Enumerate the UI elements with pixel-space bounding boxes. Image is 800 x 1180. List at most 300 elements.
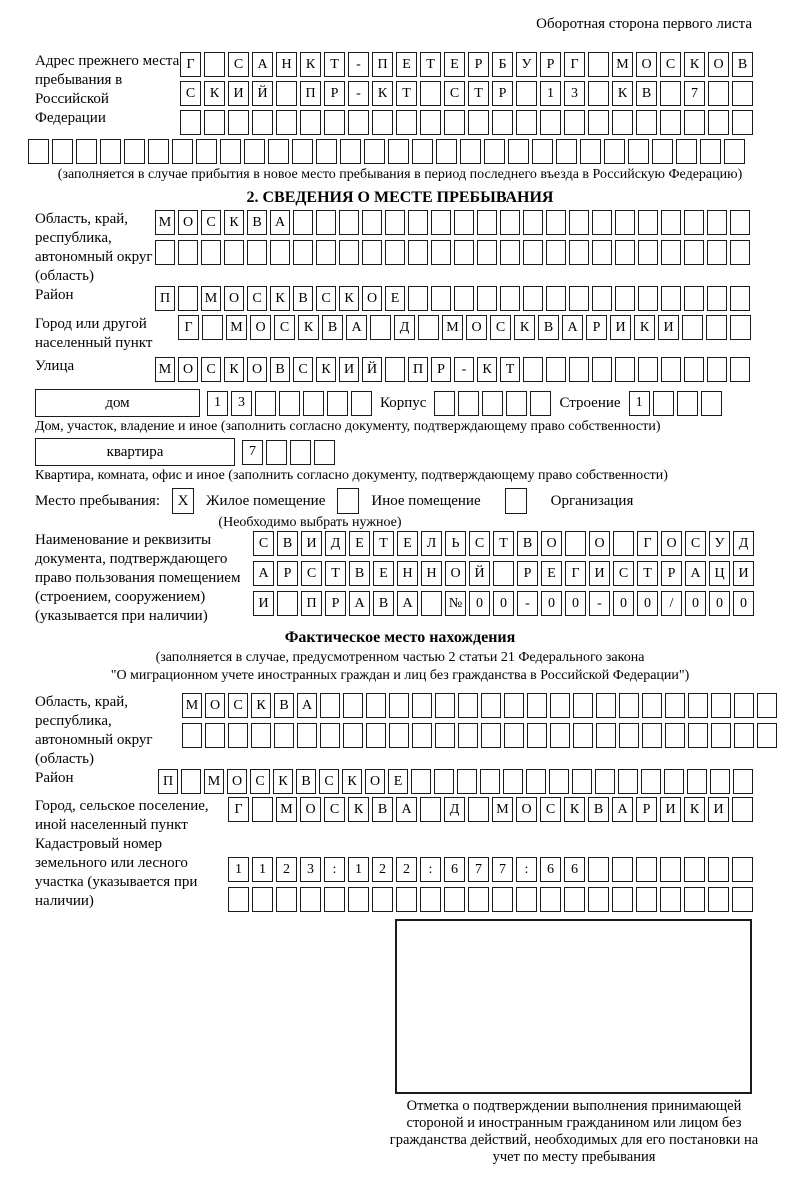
char-box [660, 887, 681, 912]
char-box [660, 857, 681, 882]
char-box [493, 561, 514, 586]
char-box: 2 [396, 857, 417, 882]
char-box: В [247, 210, 267, 235]
char-box [372, 887, 393, 912]
char-box [732, 81, 753, 106]
char-box: № [445, 591, 466, 616]
char-box [707, 210, 727, 235]
char-box [412, 693, 432, 718]
char-box [618, 769, 638, 794]
actual-district-field [0, 769, 800, 794]
char-box [711, 723, 731, 748]
char-box [516, 887, 537, 912]
char-box: В [372, 797, 393, 822]
char-box: 1 [252, 857, 273, 882]
char-box: С [201, 357, 221, 382]
char-box [444, 887, 465, 912]
char-box: И [228, 81, 249, 106]
char-box [460, 139, 481, 164]
char-box: В [538, 315, 559, 340]
char-box [588, 857, 609, 882]
char-box [300, 110, 321, 135]
char-box: С [469, 531, 490, 556]
char-box [420, 110, 441, 135]
char-box [676, 139, 697, 164]
char-box [339, 240, 359, 265]
char-box: 2 [372, 857, 393, 882]
char-box: Й [362, 357, 382, 382]
char-box [615, 210, 635, 235]
char-box [613, 531, 634, 556]
char-box [244, 139, 265, 164]
stay-type-note: (Необходимо выбрать нужное) [218, 515, 402, 530]
char-box: Т [324, 52, 345, 77]
char-box: К [342, 769, 362, 794]
char-box: К [634, 315, 655, 340]
char-box [454, 210, 474, 235]
char-box [468, 797, 489, 822]
char-box: К [316, 357, 336, 382]
char-box [52, 139, 73, 164]
char-box [480, 769, 500, 794]
char-box [573, 723, 593, 748]
page-side-note: Оборотная сторона первого листа [536, 16, 752, 32]
actual-district-label: Район [35, 770, 74, 786]
char-box [477, 240, 497, 265]
char-box [523, 240, 543, 265]
char-box [339, 210, 359, 235]
district-row [155, 286, 750, 311]
char-box: О [178, 357, 198, 382]
char-box: И [658, 315, 679, 340]
char-box [730, 315, 751, 340]
char-box [684, 357, 704, 382]
char-box [596, 723, 616, 748]
char-box: Е [396, 52, 417, 77]
stay-type-row [35, 488, 800, 514]
char-box [220, 139, 241, 164]
char-box [431, 210, 451, 235]
char-box: Т [468, 81, 489, 106]
char-box [523, 210, 543, 235]
char-box [76, 139, 97, 164]
char-box: К [612, 81, 633, 106]
char-box [516, 81, 537, 106]
char-box [408, 240, 428, 265]
char-box: 7 [684, 81, 705, 106]
char-box: С [293, 357, 313, 382]
char-box [569, 286, 589, 311]
char-box: Р [325, 591, 346, 616]
document-field [0, 531, 800, 626]
char-box: Т [396, 81, 417, 106]
char-box [612, 110, 633, 135]
char-box [734, 723, 754, 748]
char-box: К [477, 357, 497, 382]
char-box: Т [373, 531, 394, 556]
confirmation-stamp-box [395, 919, 752, 1094]
char-box: У [709, 531, 730, 556]
document-row-3 [253, 591, 754, 616]
char-box: П [155, 286, 175, 311]
char-box [636, 110, 657, 135]
char-box [204, 110, 225, 135]
char-box [434, 769, 454, 794]
char-box: С [201, 210, 221, 235]
char-box: 0 [613, 591, 634, 616]
char-box [677, 391, 698, 416]
char-box: И [610, 315, 631, 340]
region-field [0, 210, 800, 286]
char-box: С [444, 81, 465, 106]
char-box [733, 769, 753, 794]
char-box [314, 440, 335, 465]
char-box: К [298, 315, 319, 340]
char-box: М [201, 286, 221, 311]
cadastral-label: Кадастровый номер земельного или лесного участка (указывается при наличии) [35, 836, 198, 909]
prev-address-row-1 [180, 52, 753, 77]
char-box [411, 769, 431, 794]
char-box: Е [541, 561, 562, 586]
char-box [504, 693, 524, 718]
char-box [550, 723, 570, 748]
char-box [224, 240, 244, 265]
char-box [540, 887, 561, 912]
char-box [348, 110, 369, 135]
char-box [523, 286, 543, 311]
char-box [732, 797, 753, 822]
char-box: С [660, 52, 681, 77]
stay-option3-checkbox [505, 488, 527, 514]
char-box: А [346, 315, 367, 340]
char-box: С [540, 797, 561, 822]
char-box [682, 315, 703, 340]
char-box [431, 286, 451, 311]
char-box [710, 769, 730, 794]
actual-city-field [0, 797, 800, 835]
char-box [549, 769, 569, 794]
char-box [588, 52, 609, 77]
char-box [362, 210, 382, 235]
char-box [500, 286, 520, 311]
char-box [595, 769, 615, 794]
char-box [420, 797, 441, 822]
char-box: О [178, 210, 198, 235]
street-row [155, 357, 750, 382]
char-box: И [589, 561, 610, 586]
char-box [661, 286, 681, 311]
char-box [708, 857, 729, 882]
char-box: М [155, 357, 175, 382]
char-box: Е [388, 769, 408, 794]
char-box [546, 210, 566, 235]
char-box [546, 357, 566, 382]
char-box: А [612, 797, 633, 822]
char-box: С [316, 286, 336, 311]
char-box [28, 139, 49, 164]
actual-district-row [158, 769, 753, 794]
char-box: Т [637, 561, 658, 586]
char-box [503, 769, 523, 794]
char-box: А [270, 210, 290, 235]
char-box: Р [468, 52, 489, 77]
char-box: С [274, 315, 295, 340]
char-box [408, 210, 428, 235]
char-box: О [445, 561, 466, 586]
char-box [385, 210, 405, 235]
char-box [506, 391, 527, 416]
char-box [546, 286, 566, 311]
char-box [684, 210, 704, 235]
char-box: К [300, 52, 321, 77]
char-box: А [349, 591, 370, 616]
char-box [155, 240, 175, 265]
house-number-boxes [207, 391, 372, 416]
char-box [492, 110, 513, 135]
char-box [730, 286, 750, 311]
region-row-1 [155, 210, 750, 235]
char-box [588, 81, 609, 106]
actual-location-subtitle-1: (заполняется в случае, предусмотренном частью 2 статьи 21 Федерального закона [155, 650, 645, 665]
char-box: 1 [207, 391, 228, 416]
document-label: Наименование и реквизиты документа, подтверждающего право пользования помещением (строением, сооружением) (указывается при наличии) [35, 532, 241, 624]
char-box [619, 693, 639, 718]
prev-address-label: Адрес прежнего места пребывания в Российской Федерации [35, 53, 180, 126]
char-box: Р [431, 357, 451, 382]
char-box [385, 240, 405, 265]
char-box: В [732, 52, 753, 77]
char-box [100, 139, 121, 164]
char-box [615, 286, 635, 311]
char-box: 0 [493, 591, 514, 616]
char-box [421, 591, 442, 616]
char-box: Д [444, 797, 465, 822]
char-box: 6 [444, 857, 465, 882]
char-box: Е [397, 531, 418, 556]
char-box [180, 110, 201, 135]
char-box [292, 139, 313, 164]
char-box [664, 769, 684, 794]
char-box [707, 240, 727, 265]
char-box [711, 693, 731, 718]
char-box: / [661, 591, 682, 616]
char-box [431, 240, 451, 265]
char-box [661, 240, 681, 265]
char-box [324, 887, 345, 912]
char-box [396, 110, 417, 135]
char-box [757, 723, 777, 748]
char-box [270, 240, 290, 265]
char-box: Д [733, 531, 754, 556]
char-box [482, 391, 503, 416]
char-box: О [466, 315, 487, 340]
char-box [546, 240, 566, 265]
char-box [660, 110, 681, 135]
prev-address-row-4 [28, 139, 800, 164]
char-box [202, 315, 223, 340]
char-box [484, 139, 505, 164]
char-box: О [205, 693, 225, 718]
char-box [707, 286, 727, 311]
char-box [619, 723, 639, 748]
char-box: О [589, 531, 610, 556]
char-box: 1 [629, 391, 650, 416]
char-box: Г [180, 52, 201, 77]
char-box: Р [661, 561, 682, 586]
char-box: Р [517, 561, 538, 586]
char-box [276, 81, 297, 106]
char-box [530, 391, 551, 416]
char-box [178, 240, 198, 265]
char-box: К [270, 286, 290, 311]
char-box: Т [500, 357, 520, 382]
char-box [327, 391, 348, 416]
char-box: Н [397, 561, 418, 586]
char-box [343, 723, 363, 748]
char-box: П [372, 52, 393, 77]
char-box: А [253, 561, 274, 586]
char-box [612, 857, 633, 882]
char-box: В [296, 769, 316, 794]
actual-city-row [228, 797, 753, 822]
actual-city-label: Город, сельское поселение, иной населенный пункт [35, 798, 209, 833]
char-box [324, 110, 345, 135]
cadastral-field [0, 835, 800, 912]
char-box [730, 210, 750, 235]
char-box: - [454, 357, 474, 382]
char-box [492, 887, 513, 912]
char-box [316, 139, 337, 164]
char-box: Е [444, 52, 465, 77]
char-box [228, 110, 249, 135]
char-box [500, 210, 520, 235]
char-box: В [349, 561, 370, 586]
char-box: М [155, 210, 175, 235]
char-box [592, 240, 612, 265]
char-box: О [708, 52, 729, 77]
char-box [277, 591, 298, 616]
region-label: Область, край, республика, автономный округ (область) [35, 211, 153, 284]
char-box: М [226, 315, 247, 340]
char-box [532, 139, 553, 164]
char-box: А [397, 591, 418, 616]
cadastral-row-1 [228, 857, 753, 882]
char-box [274, 723, 294, 748]
char-box: К [684, 797, 705, 822]
char-box: К [251, 693, 271, 718]
char-box: К [204, 81, 225, 106]
char-box: О [636, 52, 657, 77]
char-box: А [396, 797, 417, 822]
city-field [0, 315, 800, 353]
char-box: Ь [445, 531, 466, 556]
char-box [504, 723, 524, 748]
char-box [665, 723, 685, 748]
char-box [340, 139, 361, 164]
char-box [252, 110, 273, 135]
char-box: Е [349, 531, 370, 556]
char-box [293, 210, 313, 235]
char-box: К [372, 81, 393, 106]
char-box: И [253, 591, 274, 616]
char-box: Г [228, 797, 249, 822]
char-box [708, 887, 729, 912]
city-label: Город или другой населенный пункт [35, 316, 153, 351]
char-box: Р [636, 797, 657, 822]
char-box [569, 240, 589, 265]
korpus-boxes [434, 391, 551, 416]
char-box: Н [276, 52, 297, 77]
char-box [734, 693, 754, 718]
district-field [0, 286, 800, 311]
char-box [303, 391, 324, 416]
char-box [124, 139, 145, 164]
stroenie-boxes [629, 391, 722, 416]
district-label: Район [35, 287, 74, 303]
char-box [565, 531, 586, 556]
char-box [638, 210, 658, 235]
char-box: П [301, 591, 322, 616]
char-box [641, 769, 661, 794]
char-box: 3 [564, 81, 585, 106]
char-box [638, 357, 658, 382]
char-box [201, 240, 221, 265]
char-box: С [228, 52, 249, 77]
char-box: К [224, 210, 244, 235]
char-box: О [227, 769, 247, 794]
prev-address-note: (заполняется в случае прибытия в новое место пребывания в период последнего въезда в Российскую Федерацию) [57, 167, 743, 182]
char-box [205, 723, 225, 748]
char-box [388, 139, 409, 164]
char-box [701, 391, 722, 416]
char-box [724, 139, 745, 164]
char-box [569, 210, 589, 235]
char-box [362, 240, 382, 265]
char-box [251, 723, 271, 748]
char-box [550, 693, 570, 718]
char-box [615, 357, 635, 382]
char-box [652, 139, 673, 164]
char-box [316, 210, 336, 235]
apartment-row [35, 438, 800, 466]
char-box [276, 110, 297, 135]
char-box [516, 110, 537, 135]
char-box: М [442, 315, 463, 340]
char-box: О [541, 531, 562, 556]
char-box [556, 139, 577, 164]
char-box [396, 887, 417, 912]
char-box: 0 [469, 591, 490, 616]
char-box: М [492, 797, 513, 822]
cadastral-row-2 [228, 887, 753, 912]
char-box: Е [385, 286, 405, 311]
char-box [389, 723, 409, 748]
char-box [604, 139, 625, 164]
char-box: С [228, 693, 248, 718]
char-box: О [224, 286, 244, 311]
actual-region-rows [182, 693, 777, 748]
char-box [181, 769, 201, 794]
char-box [638, 286, 658, 311]
char-box: - [517, 591, 538, 616]
char-box: Н [421, 561, 442, 586]
char-box: О [516, 797, 537, 822]
korpus-label: Корпус [380, 394, 427, 411]
char-box: 0 [637, 591, 658, 616]
char-box: С [685, 531, 706, 556]
char-box [572, 769, 592, 794]
document-row-1 [253, 531, 754, 556]
